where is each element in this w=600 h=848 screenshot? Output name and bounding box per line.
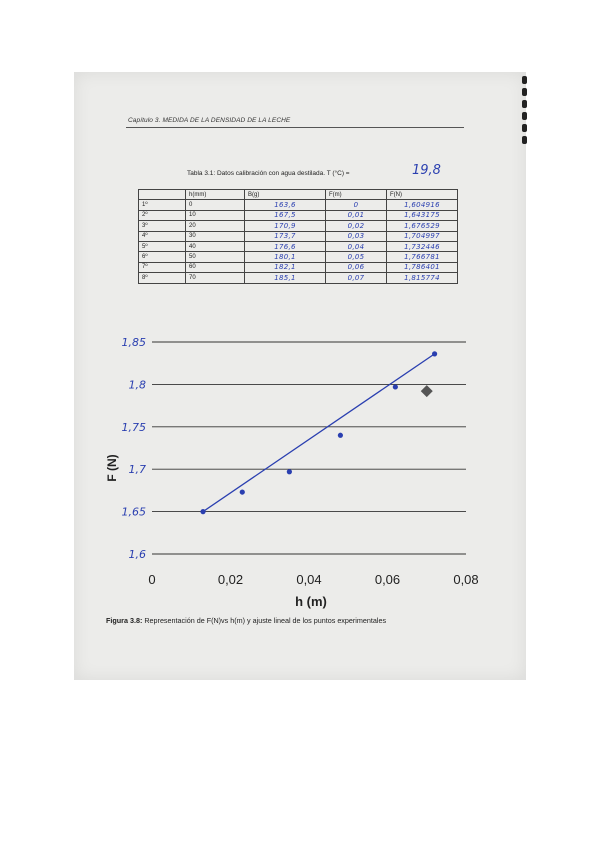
table-cell: 1,815774	[387, 273, 458, 283]
table-cell: 0,03	[326, 231, 387, 241]
data-point	[393, 384, 398, 389]
fit-line	[203, 354, 435, 512]
y-axis-label: F (N)	[105, 454, 119, 482]
table-cell: 0,07	[326, 273, 387, 283]
table-cell: 7º	[139, 262, 186, 272]
handwritten-temperature: 19,8	[412, 163, 441, 178]
y-tick-label: 1,85	[121, 336, 146, 349]
data-point	[338, 433, 343, 438]
outlier-marker	[421, 385, 433, 397]
table-cell: 1,786401	[387, 262, 458, 272]
table-cell: 185,1	[245, 273, 326, 283]
table-cell: 6º	[139, 252, 186, 262]
header-cell: F(m)	[326, 190, 387, 200]
table-cell: 0	[326, 200, 387, 210]
data-point	[240, 489, 245, 494]
table-cell: 163,6	[245, 200, 326, 210]
y-tick-label: 1,6	[128, 548, 146, 561]
table-cell: 1º	[139, 200, 186, 210]
table-cell: 30	[186, 231, 245, 241]
table-cell: 0,01	[326, 210, 387, 220]
x-tick-label: 0,04	[296, 572, 322, 587]
table-cell: 0,02	[326, 221, 387, 231]
table-cell: 1,766781	[387, 252, 458, 262]
y-tick-label: 1,8	[128, 378, 146, 392]
table-cell: 1,676529	[387, 221, 458, 231]
y-tick-label: 1,65	[121, 505, 146, 519]
x-axis-label: h (m)	[295, 594, 327, 609]
table-cell: 0	[186, 200, 245, 210]
table-cell: 176,6	[245, 241, 326, 251]
table-cell: 60	[186, 262, 245, 272]
x-tick-label: 0,08	[453, 572, 479, 587]
table-cell: 4º	[139, 231, 186, 241]
table-cell: 0,04	[326, 241, 387, 251]
x-tick-label: 0,06	[374, 572, 401, 587]
header-cell: B(g)	[245, 190, 326, 200]
table-cell: 2º	[139, 210, 186, 220]
data-point	[432, 351, 437, 356]
figure-label: Figura 3.8:	[106, 616, 143, 625]
table-cell: 40	[186, 241, 245, 251]
running-head: Capítulo 3. MEDIDA DE LA DENSIDAD DE LA LECHE	[128, 117, 291, 124]
table-cell: 173,7	[245, 231, 326, 241]
header-cell: h(mm)	[186, 190, 245, 200]
table-cell: 0,05	[326, 252, 387, 262]
table-cell: 1,704997	[387, 231, 458, 241]
data-point	[200, 509, 205, 514]
table-cell: 0,06	[326, 262, 387, 272]
header-cell: F(N)	[387, 190, 458, 200]
data-point	[287, 469, 292, 474]
table-cell: 3º	[139, 221, 186, 231]
table-cell: 1,732446	[387, 241, 458, 251]
figure-text: Representación de F(N)vs h(m) y ajuste lineal de los puntos experimentales	[144, 616, 387, 625]
table-cell: 8º	[139, 273, 186, 283]
table-cell: 20	[186, 221, 245, 231]
table-cell: 10	[186, 210, 245, 220]
y-tick-label: 1,7	[128, 463, 146, 477]
table-cell: 1,604916	[387, 200, 458, 210]
figure-caption	[106, 616, 486, 625]
table-cell: 180,1	[245, 252, 326, 262]
table-cell: 50	[186, 252, 245, 262]
x-tick-label: 0,02	[217, 572, 244, 587]
table-cell: 182,1	[245, 262, 326, 272]
table-caption: Tabla 3.1: Datos calibración con agua destilada. T (°C) =	[187, 170, 350, 177]
table-cell: 167,5	[245, 210, 326, 220]
x-tick-label: 0	[148, 572, 156, 587]
table-cell: 5º	[139, 241, 186, 251]
y-tick-label: 1,75	[121, 420, 146, 434]
table-cell: 70	[186, 273, 245, 283]
table-cell: 1,643175	[387, 210, 458, 220]
table-cell: 170,9	[245, 221, 326, 231]
